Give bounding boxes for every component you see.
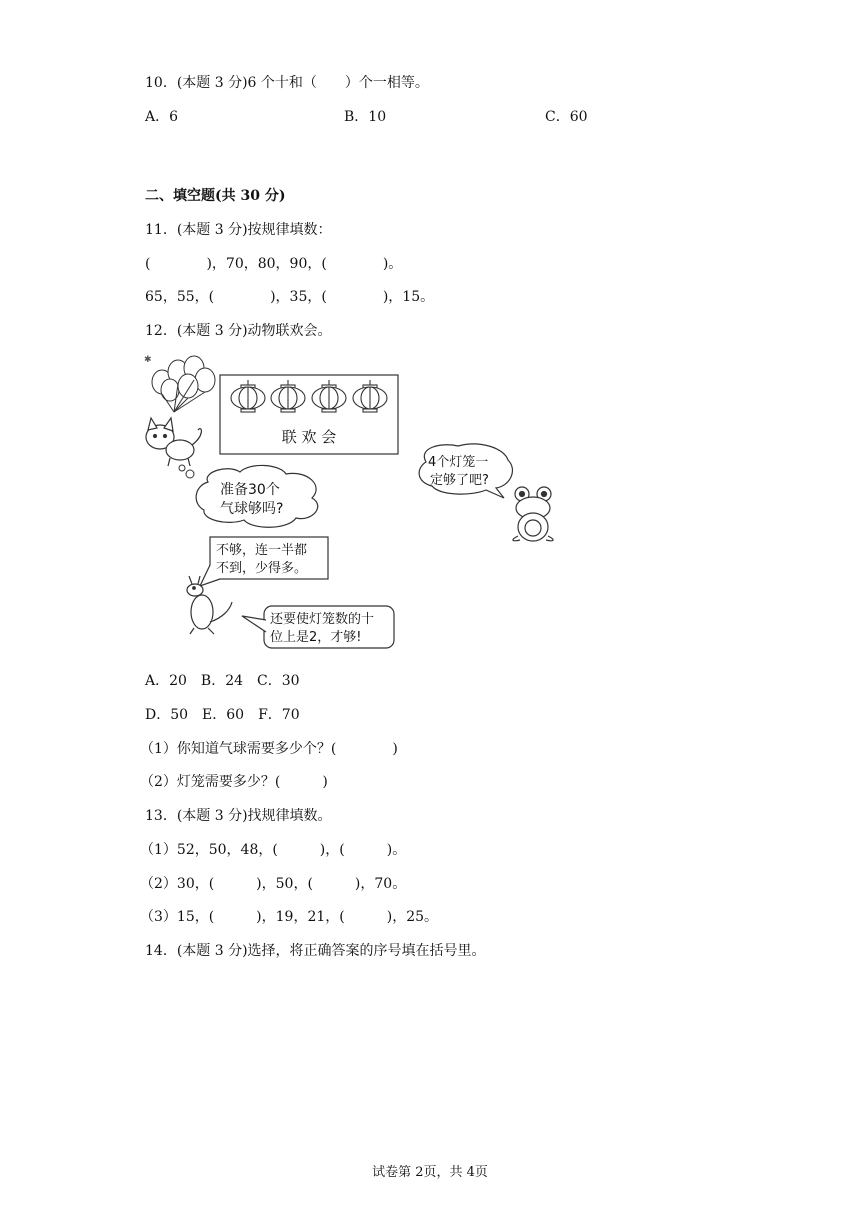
q12-options-row1: A．20 B．24 C．30	[145, 673, 300, 689]
reply-box	[200, 537, 328, 586]
q14-stem: 14．(本题 3 分)选择，将正确答案的序号填在括号里。	[145, 943, 486, 959]
q12-stem: 12．(本题 3 分)动物联欢会。	[145, 323, 332, 339]
svg-text:✱: ✱	[144, 355, 152, 365]
q10-option-c: C．60	[545, 109, 588, 125]
q10-option-a: A．6	[145, 109, 179, 125]
balloons-icon	[144, 355, 215, 412]
cat-bubble-line2: 气球够吗?	[220, 501, 284, 517]
q12-sub2: （2）灯笼需要多少？( )	[140, 774, 328, 790]
q11-line2: 65，55，( )，35，( )，15。	[145, 289, 435, 305]
kangaroo-bubble-line2: 位上是2，才够!	[270, 630, 362, 645]
q12-options-row2: D．50 E．60 F．70	[145, 707, 300, 723]
kangaroo-bubble-line1: 还要使灯笼数的十	[270, 612, 375, 627]
cat-icon	[146, 418, 201, 466]
q11-line1: ( )，70，80，90，( )。	[145, 256, 403, 272]
frog-bubble-line2: 定够了吧?	[430, 473, 489, 488]
frog-bubble-line1: 4个灯笼一	[428, 455, 489, 470]
kangaroo-speech-bubble	[242, 606, 394, 648]
cat-thought-bubble	[179, 465, 318, 527]
q13-sub3: （3）15，( )，19，21，( )，25。	[140, 909, 439, 925]
lantern-banner-panel	[220, 375, 398, 454]
page-footer: 试卷第 2页，共 4页	[372, 1165, 488, 1180]
cat-bubble-line1: 准备30个	[220, 482, 280, 498]
q11-stem: 11．(本题 3 分)按规律填数：	[145, 222, 332, 238]
q10-option-b: B．10	[344, 109, 387, 125]
q13-sub2: （2）30，( )，50，( )，70。	[140, 876, 407, 892]
frog-icon	[513, 487, 553, 541]
q13-sub1: （1）52，50，48，( )，( )。	[140, 842, 407, 858]
q10-stem: 10．(本题 3 分)6 个十和（ ）个一相等。	[145, 75, 429, 91]
q13-stem: 13．(本题 3 分)找规律填数。	[145, 808, 332, 824]
frog-speech-bubble	[419, 444, 512, 498]
reply-box-line1: 不够，连一半都	[216, 543, 308, 558]
section-title: 二、填空题(共 30 分)	[145, 188, 286, 204]
reply-box-line2: 不到，少得多。	[216, 561, 308, 576]
q12-sub1: （1）你知道气球需要多少个？( )	[140, 741, 398, 757]
banner-label: 联 欢 会	[281, 428, 337, 446]
animal-party-illustration	[140, 350, 580, 660]
kangaroo-icon	[187, 576, 232, 634]
